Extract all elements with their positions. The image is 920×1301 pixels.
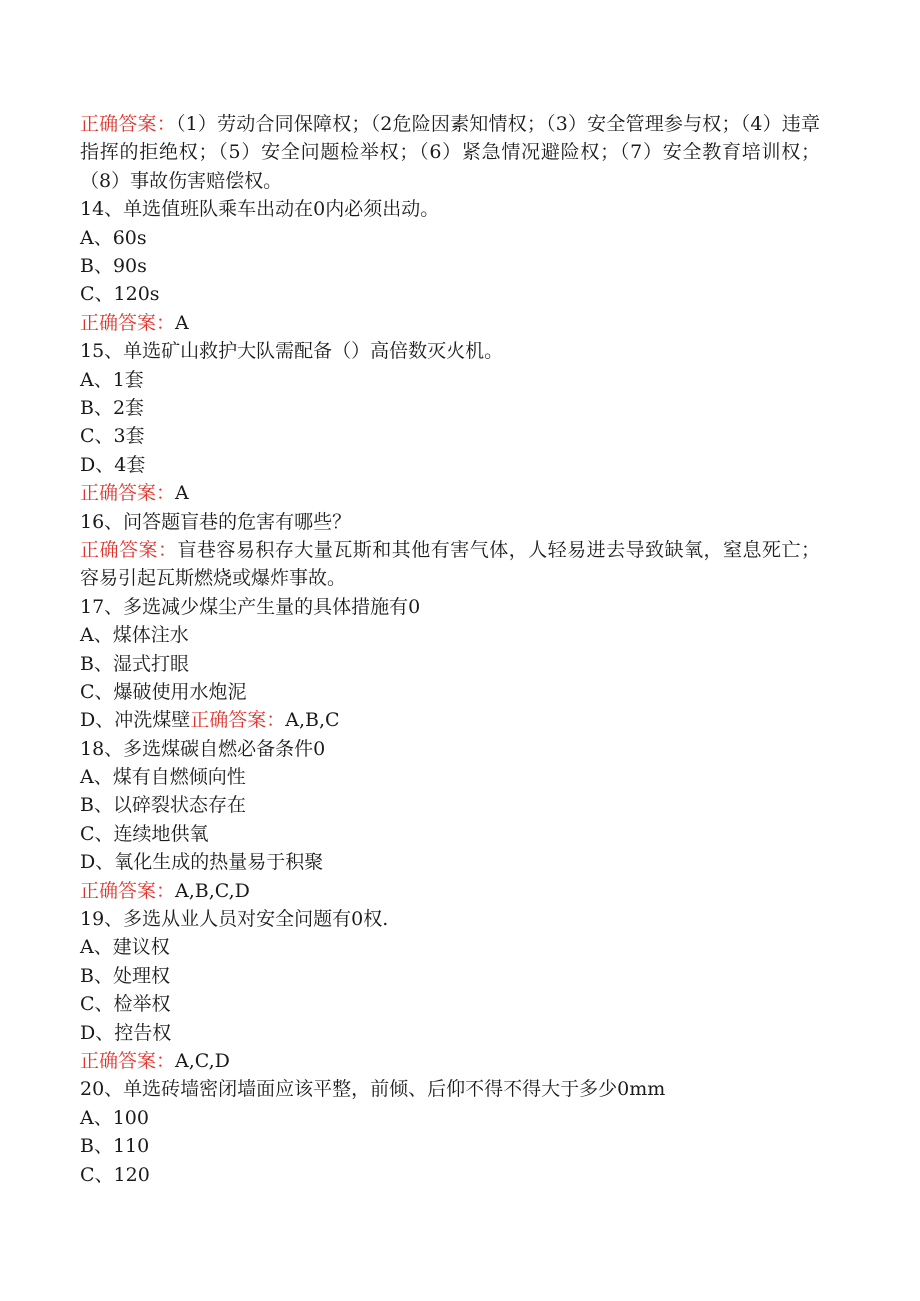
answer-line	[80, 1047, 820, 1075]
option: C、3套	[80, 425, 145, 448]
answer-text: A	[175, 311, 189, 334]
question-stem: 16、问答题盲巷的危害有哪些？	[80, 510, 352, 533]
option: D、4套	[80, 453, 146, 476]
answer-text: 盲巷容易积存大量瓦斯和其他有害气体，人轻易进去导致缺氧，窒息死亡；容易引起瓦斯燃烧或爆炸事故。	[80, 538, 820, 590]
answer-text: A,B,C,D	[175, 879, 250, 902]
question-stem: 19、多选从业人员对安全问题有0权.	[80, 908, 389, 931]
option: A、建议权	[80, 936, 170, 959]
answer-text: A,B,C	[285, 709, 340, 732]
option: B、以碎裂状态存在	[80, 794, 246, 817]
option: B、湿式打眼	[80, 652, 189, 675]
option: D、冲洗煤壁	[80, 709, 191, 732]
question-stem: 20、单选砖墙密闭墙面应该平整，前倾、后仰不得不得大于多少0mm	[80, 1078, 666, 1101]
answer-line	[80, 877, 820, 905]
answer-label: 正确答案：	[80, 482, 176, 505]
option: C、爆破使用水炮泥	[80, 680, 247, 703]
answer-line	[80, 110, 820, 195]
option: D、控告权	[80, 1021, 172, 1044]
answer-text: A,C,D	[175, 1049, 230, 1072]
answer-line	[80, 536, 820, 593]
document-page	[80, 110, 820, 1189]
answer-label: 正确答案：	[80, 113, 176, 135]
option: A、60s	[80, 226, 147, 249]
question-stem: 18、多选煤碳自燃必备条件0	[80, 737, 326, 760]
answer-label: 正确答案：	[80, 311, 176, 334]
answer-line	[80, 479, 820, 507]
option-with-answer	[80, 706, 820, 734]
question-stem: 14、单选值班队乘车出动在0内必须出动。	[80, 198, 440, 221]
answer-label: 正确答案：	[80, 1049, 176, 1072]
option: C、120	[80, 1163, 150, 1186]
answer-text: A	[175, 482, 189, 505]
answer-text: （1）劳动合同保障权；（2危险因素知情权；（3）安全管理参与权；（4）违章指挥的拒绝权；（5）安全问题检举权；（6）紧急情况避险权；（7）安全教育培训权；（8）事故伤害赔偿权。	[80, 113, 820, 192]
option: B、2套	[80, 396, 145, 419]
answer-label: 正确答案：	[190, 709, 286, 732]
option: A、100	[80, 1106, 149, 1129]
option: C、120s	[80, 283, 160, 306]
option: C、检举权	[80, 993, 171, 1016]
option: A、煤体注水	[80, 624, 189, 647]
option: B、处理权	[80, 964, 170, 987]
answer-label: 正确答案：	[80, 538, 178, 561]
question-stem: 17、多选减少煤尘产生量的具体措施有0	[80, 595, 421, 618]
option: C、连续地供氧	[80, 822, 209, 845]
option: A、1套	[80, 368, 144, 391]
question-stem: 15、单选矿山救护大队需配备（）高倍数灭火机。	[80, 340, 504, 363]
option: A、煤有自燃倾向性	[80, 766, 246, 789]
option: B、110	[80, 1135, 150, 1158]
answer-label: 正确答案：	[80, 879, 176, 902]
option: B、90s	[80, 255, 147, 277]
answer-line	[80, 309, 820, 337]
option: D、氧化生成的热量易于积聚	[80, 851, 324, 874]
